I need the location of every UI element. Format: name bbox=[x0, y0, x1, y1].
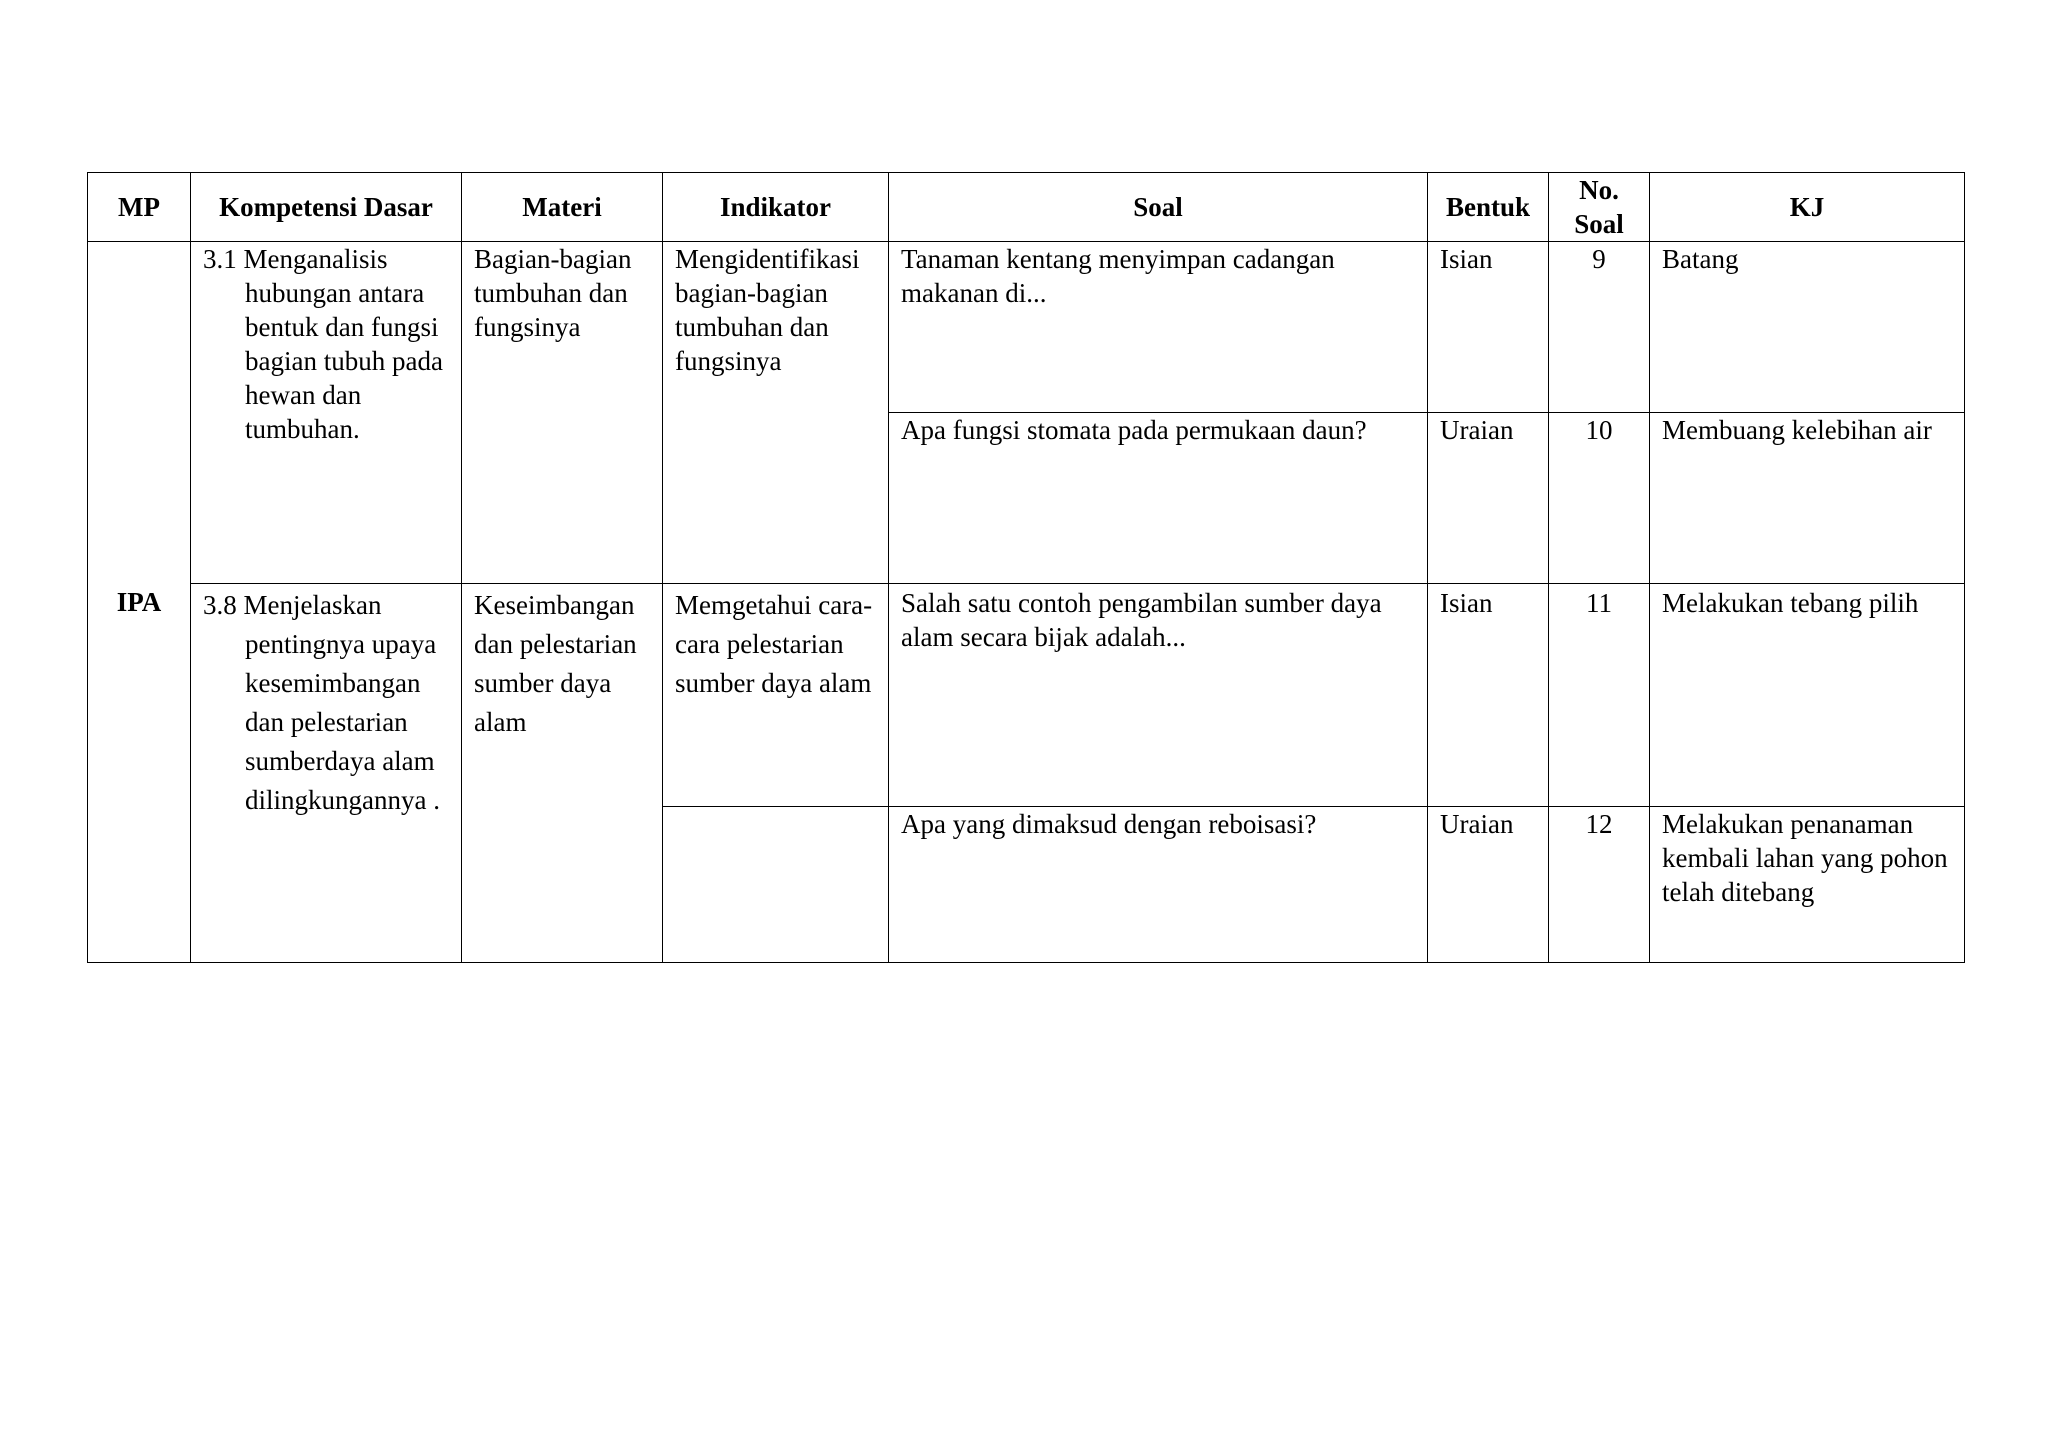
header-mp: MP bbox=[88, 173, 191, 242]
kj-cell: Melakukan penanaman kembali lahan yang pohon telah ditebang bbox=[1650, 807, 1965, 963]
materi-cell: Bagian-bagian tumbuhan dan fungsinya bbox=[462, 242, 663, 584]
kj-cell: Batang bbox=[1650, 242, 1965, 413]
kj-cell: Membuang kelebihan air bbox=[1650, 413, 1965, 584]
header-materi: Materi bbox=[462, 173, 663, 242]
header-kj: KJ bbox=[1650, 173, 1965, 242]
header-indikator: Indikator bbox=[663, 173, 889, 242]
indikator-cell-empty bbox=[663, 807, 889, 963]
bentuk-cell: Isian bbox=[1428, 584, 1549, 807]
header-soal: Soal bbox=[889, 173, 1428, 242]
no-soal-cell: 11 bbox=[1549, 584, 1650, 807]
header-kompetensi-dasar: Kompetensi Dasar bbox=[191, 173, 462, 242]
mp-cell: IPA bbox=[88, 242, 191, 963]
soal-cell: Salah satu contoh pengambilan sumber daya alam secara bijak adalah... bbox=[889, 584, 1428, 807]
kompetensi-dasar-text: 3.1 Menganalisis hubungan antara bentuk dan fungsi bagian tubuh pada hewan dan tumbuhan. bbox=[203, 244, 443, 444]
kj-cell: Melakukan tebang pilih bbox=[1650, 584, 1965, 807]
exam-grid-table bbox=[87, 172, 1965, 963]
kompetensi-dasar-cell bbox=[191, 584, 462, 963]
bentuk-cell: Uraian bbox=[1428, 413, 1549, 584]
soal-cell: Tanaman kentang menyimpan cadangan makanan di... bbox=[889, 242, 1428, 413]
indikator-cell: Mengidentifikasi bagian-bagian tumbuhan dan fungsinya bbox=[663, 242, 889, 584]
kompetensi-dasar-text: 3.8 Menjelaskan pentingnya upaya kesemimbangan dan pelestarian sumberdaya alam dilingkungannya . bbox=[203, 590, 440, 815]
indikator-cell: Memgetahui cara-cara pelestarian sumber daya alam bbox=[663, 584, 889, 807]
table-row bbox=[88, 242, 1965, 413]
no-soal-cell: 10 bbox=[1549, 413, 1650, 584]
table-row bbox=[88, 584, 1965, 807]
bentuk-cell: Isian bbox=[1428, 242, 1549, 413]
kompetensi-dasar-cell bbox=[191, 242, 462, 584]
soal-cell: Apa yang dimaksud dengan reboisasi? bbox=[889, 807, 1428, 963]
header-row bbox=[88, 173, 1965, 242]
header-no-soal: No. Soal bbox=[1549, 173, 1650, 242]
materi-cell: Keseimbangan dan pelestarian sumber daya alam bbox=[462, 584, 663, 963]
no-soal-cell: 9 bbox=[1549, 242, 1650, 413]
bentuk-cell: Uraian bbox=[1428, 807, 1549, 963]
soal-cell: Apa fungsi stomata pada permukaan daun? bbox=[889, 413, 1428, 584]
no-soal-cell: 12 bbox=[1549, 807, 1650, 963]
header-bentuk: Bentuk bbox=[1428, 173, 1549, 242]
